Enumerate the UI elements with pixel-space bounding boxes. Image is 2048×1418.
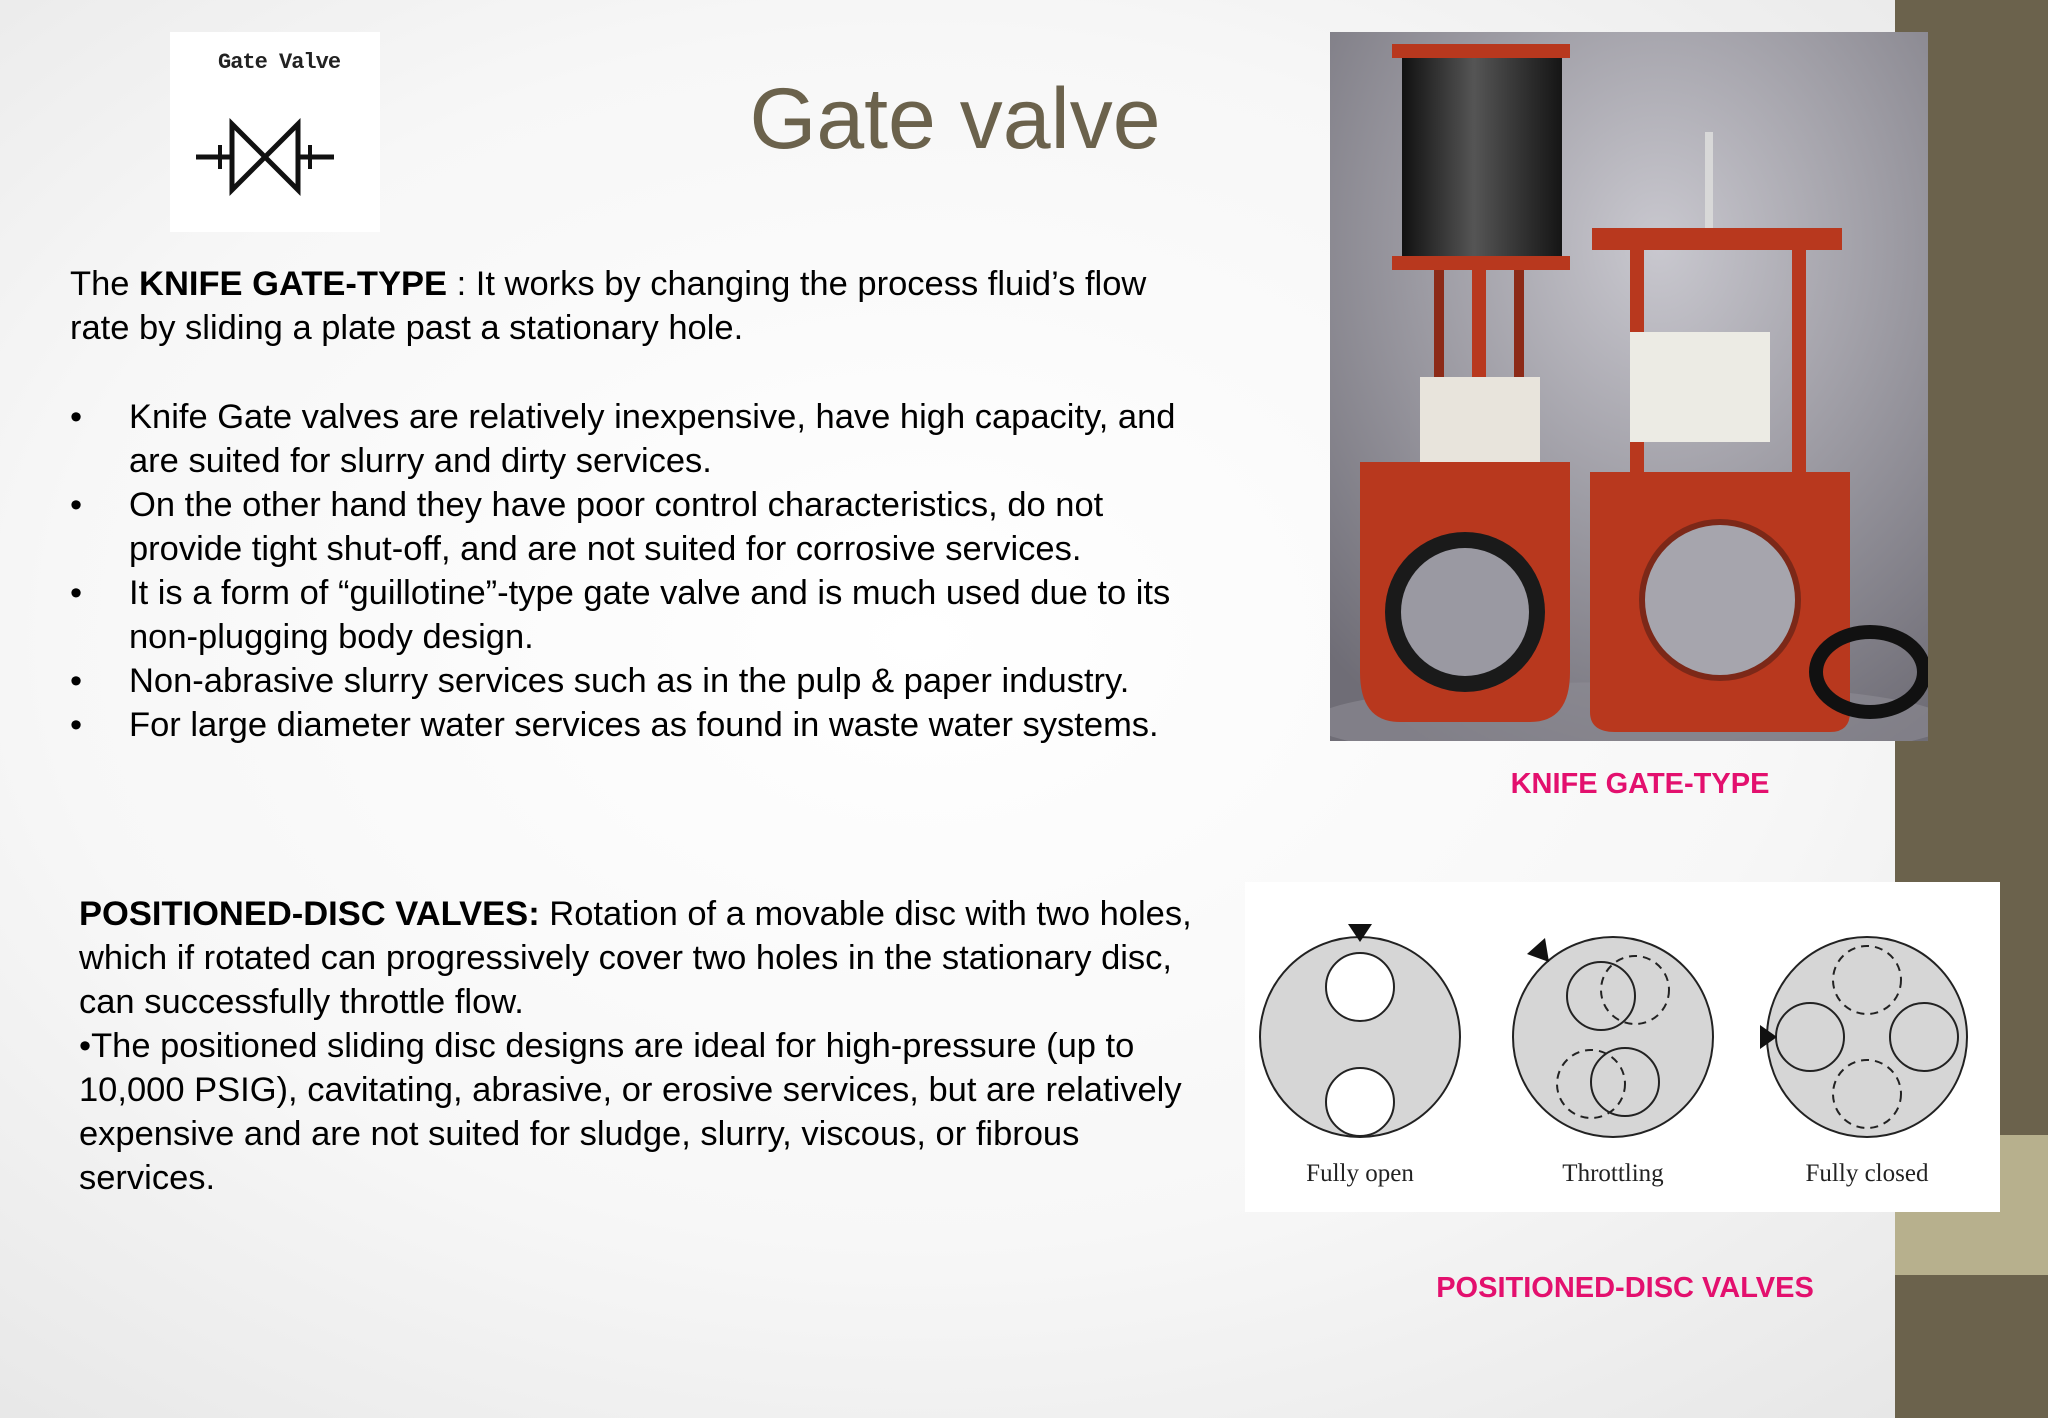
gate-valve-symbol-icon	[190, 112, 340, 202]
bullet-item: • For large diameter water services as found in waste water systems.	[70, 703, 1200, 747]
intro-bold: KNIFE GATE-TYPE	[139, 265, 448, 303]
label-fully-closed: Fully closed	[1805, 1160, 1929, 1187]
bullet-item: • Non-abrasive slurry services such as in the pulp & paper industry.	[70, 659, 1200, 703]
symbol-label: Gate Valve	[218, 50, 341, 75]
disc-throttling	[1513, 937, 1713, 1137]
bullet-item: • Knife Gate valves are relatively inexpensive, have high capacity, and are suited for slurry and dirty services.	[70, 395, 1200, 483]
knife-gate-intro	[70, 262, 1200, 350]
knife-gate-bullets	[70, 395, 1200, 747]
label-fully-open: Fully open	[1306, 1160, 1414, 1187]
bullet-item: • On the other hand they have poor control characteristics, do not provide tight shut-off, and are not suited for corrosive services.	[70, 483, 1200, 571]
page-title: Gate valve	[749, 71, 1161, 167]
bullet-item: • It is a form of “guillotine”-type gate valve and is much used due to its non-plugging body design.	[70, 571, 1200, 659]
disc-bold: POSITIONED-DISC VALVES:	[79, 895, 540, 933]
disc-fully-closed	[1760, 937, 1967, 1137]
intro-rest: : It works by changing the process fluid’s flow rate by sliding a plate past a stationary hole.	[70, 265, 1147, 347]
knife-gate-valve-photo	[1330, 32, 1928, 741]
disc-bullet: •The positioned sliding disc designs are ideal for high-pressure (up to 10,000 PSIG), cavitating, abrasive, or erosive services, but are relatively expensive and are not suited for sludge, slurry, viscous, or fibrous services.	[79, 1027, 1182, 1197]
label-throttling: Throttling	[1562, 1160, 1664, 1187]
disc-rest: Rotation of a movable disc with two holes, which if rotated can progressively cover two holes in the stationary disc, can successfully throttle flow.	[79, 895, 1192, 1021]
positioned-disc-diagram	[1245, 882, 2000, 1212]
knife-gate-caption: KNIFE GATE-TYPE	[1510, 768, 1770, 800]
positioned-disc-text	[79, 892, 1199, 1200]
intro-prefix: The	[70, 265, 140, 303]
positioned-disc-caption: POSITIONED-DISC VALVES	[1436, 1272, 1814, 1304]
disc-fully-open	[1260, 924, 1460, 1137]
gate-valve-symbol	[170, 32, 380, 232]
